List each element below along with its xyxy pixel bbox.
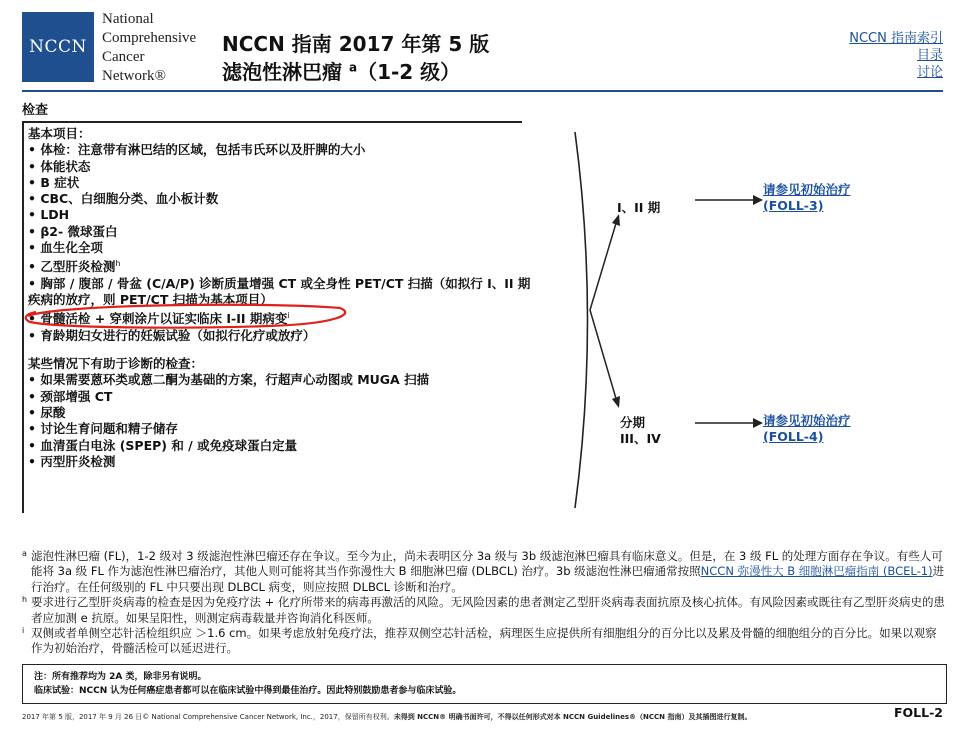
subtitle-footnote-mark: a xyxy=(348,60,358,75)
footnote-h: h 要求进行乙型肝炎病毒的检查是因为免疫疗法 + 化疗所带来的病毒再激活的风险。无风险因素的患者测定乙型肝炎病毒表面抗原及核心抗体。有风险因素或既往有乙型肝炎病史的患者应加测 e 抗原。如果呈阳性，则测定病毒载量并咨询消化科医师。 xyxy=(22,595,945,625)
logo-text: NCCN xyxy=(29,37,87,57)
list-item: • β2- 微球蛋白 xyxy=(28,223,118,239)
brace-bracket xyxy=(575,132,588,508)
list-item: • 如果需要蒽环类或蒽二酮为基础的方案，行超声心动图或 MUGA 扫描 xyxy=(28,372,430,388)
nccn-logo xyxy=(22,12,94,82)
initial-therapy-foll4-link[interactable]: 请参见初始治疗 (FOLL-4) xyxy=(763,413,851,444)
list-item: • 育龄期妇女进行的妊娠试验（如拟行化疗或放疗） xyxy=(28,327,316,343)
guidelines-index-link[interactable]: NCCN 指南索引 xyxy=(849,31,943,46)
list-item: • 体能状态 xyxy=(28,158,91,174)
useful-heading: 某些情况下有助于诊断的检查： xyxy=(28,356,204,372)
copyright: 2017 年第 5 版，2017 年 9 月 26 日© National Comprehensive Cancer Network, Inc.，2017，保留所有权利。未得到 NCCN® 明确书面许可，不得以任何形式对本 NCCN Guidelines®（NCCN 指南）及其插图进行复制。 xyxy=(22,713,752,721)
footnote-i: i 双侧或者单侧空芯针活检组织应 ＞1.6 cm。如果考虑放射免疫疗法，推荐双侧空芯针活检，病理医生应提供所有细胞组分的百分比以及累及骨髓的细胞组分的百分比。如果以观察作为初始治疗，骨髓活检可以延迟进行。 xyxy=(22,626,937,656)
note-line: 临床试验：NCCN 认为任何癌症患者都可以在临床试验中得到最佳治疗。因此特别鼓励患者参与临床试验。 xyxy=(34,686,462,696)
org-line: National xyxy=(102,11,154,27)
footnote-mark: h xyxy=(115,259,121,269)
page-title: NCCN 指南 2017 年第 5 版 xyxy=(222,32,490,56)
notes xyxy=(34,670,461,698)
list-item-highlighted: • 骨髓活检 + 穿刺涂片以证实临床 I-II 期病变$^i$ xyxy=(28,311,290,327)
header-rule xyxy=(22,90,943,92)
footnote-a: a 滤泡性淋巴瘤 (FL)，1-2 级对 3 级滤泡性淋巴瘤还存在争议。至今为止，尚未表明区分 3a 级与 3b 级滤泡淋巴瘤具有临床意义。但是，在 3 级 FL 的处理方面存在争议。有些人可能将 3a 级 FL 作为滤泡性淋巴瘤治疗，其他人则可能将其当作弥漫性大 B 细胞淋巴瘤 (DLBCL) 治疗。3b 级滤泡性淋巴瘤通常按照NCCN 弥漫性大 B 细胞淋巴瘤指南 (BCEL-1)进行治疗。在任何级别的 FL 中只要出现 DLBCL 病变，则应按照 DLBCL 诊断和治疗。 xyxy=(22,549,945,594)
stage-iii-iv-label: 分期 III、IV xyxy=(620,415,661,446)
list-item: • CBC、白细胞分类、血小板计数 xyxy=(28,191,219,207)
arrow-head xyxy=(612,396,620,408)
page-subtitle xyxy=(222,56,460,85)
bcel-guideline-link[interactable]: NCCN 弥漫性大 B 细胞淋巴瘤指南 (BCEL-1) xyxy=(700,564,933,579)
list-item: 疾病的放疗，则 PET/CT 扫描为基本项目） xyxy=(28,292,273,308)
stage-i-ii-label: I、II 期 xyxy=(617,200,661,215)
list-item: • 血生化全项 xyxy=(28,240,103,256)
footnotes xyxy=(22,549,947,657)
page-id: FOLL-2 xyxy=(894,705,943,720)
list-item: • 胸部 / 腹部 / 骨盆 (C/A/P) 诊断质量增强 CT 或全身性 PET/CT 扫描（如拟行 I、II 期 xyxy=(28,275,531,291)
list-item: • LDH xyxy=(28,207,70,223)
red-annotation-ellipse xyxy=(18,300,350,330)
list-item: • 讨论生育问题和精子储存 xyxy=(28,421,178,437)
org-line: Comprehensive xyxy=(102,30,197,46)
initial-therapy-foll3-link[interactable]: 请参见初始治疗 (FOLL-3) xyxy=(763,182,851,213)
workup-list xyxy=(28,126,548,470)
arrow-head xyxy=(753,195,763,205)
flow-diagram xyxy=(520,120,960,520)
org-name xyxy=(102,10,196,86)
discussion-link[interactable]: 讨论 xyxy=(916,65,943,80)
org-line: Network® xyxy=(102,68,166,84)
note-line: 注：所有推荐均为 2A 类，除非另有说明。 xyxy=(34,672,207,682)
list-item: • B 症状 xyxy=(28,174,80,190)
subtitle-text: 滤泡性淋巴瘤 xyxy=(222,60,342,84)
toc-link[interactable]: 目录 xyxy=(916,48,943,63)
arrow-head xyxy=(753,418,763,428)
arrow-line xyxy=(590,220,617,310)
essential-heading: 基本项目： xyxy=(28,126,91,141)
top-links xyxy=(849,30,943,81)
list-item: • 血清蛋白电泳 (SPEP) 和 / 或免疫球蛋白定量 xyxy=(28,437,298,453)
list-item: • 体检：注意带有淋巴结的区域，包括韦氏环以及肝脾的大小 xyxy=(28,142,366,158)
org-line: Cancer xyxy=(102,49,145,65)
list-item: • 丙型肝炎检测 xyxy=(28,453,116,469)
footnote-mark: i xyxy=(287,311,290,321)
list-item: • 颈部增强 CT xyxy=(28,388,113,404)
arrow-line xyxy=(590,310,617,402)
subtitle-grade: （1-2 级） xyxy=(357,60,461,84)
list-item: • 尿酸 xyxy=(28,405,66,421)
section-label: 检查 xyxy=(22,103,49,118)
list-item: • 乙型肝炎检测$^h$ xyxy=(28,259,121,275)
